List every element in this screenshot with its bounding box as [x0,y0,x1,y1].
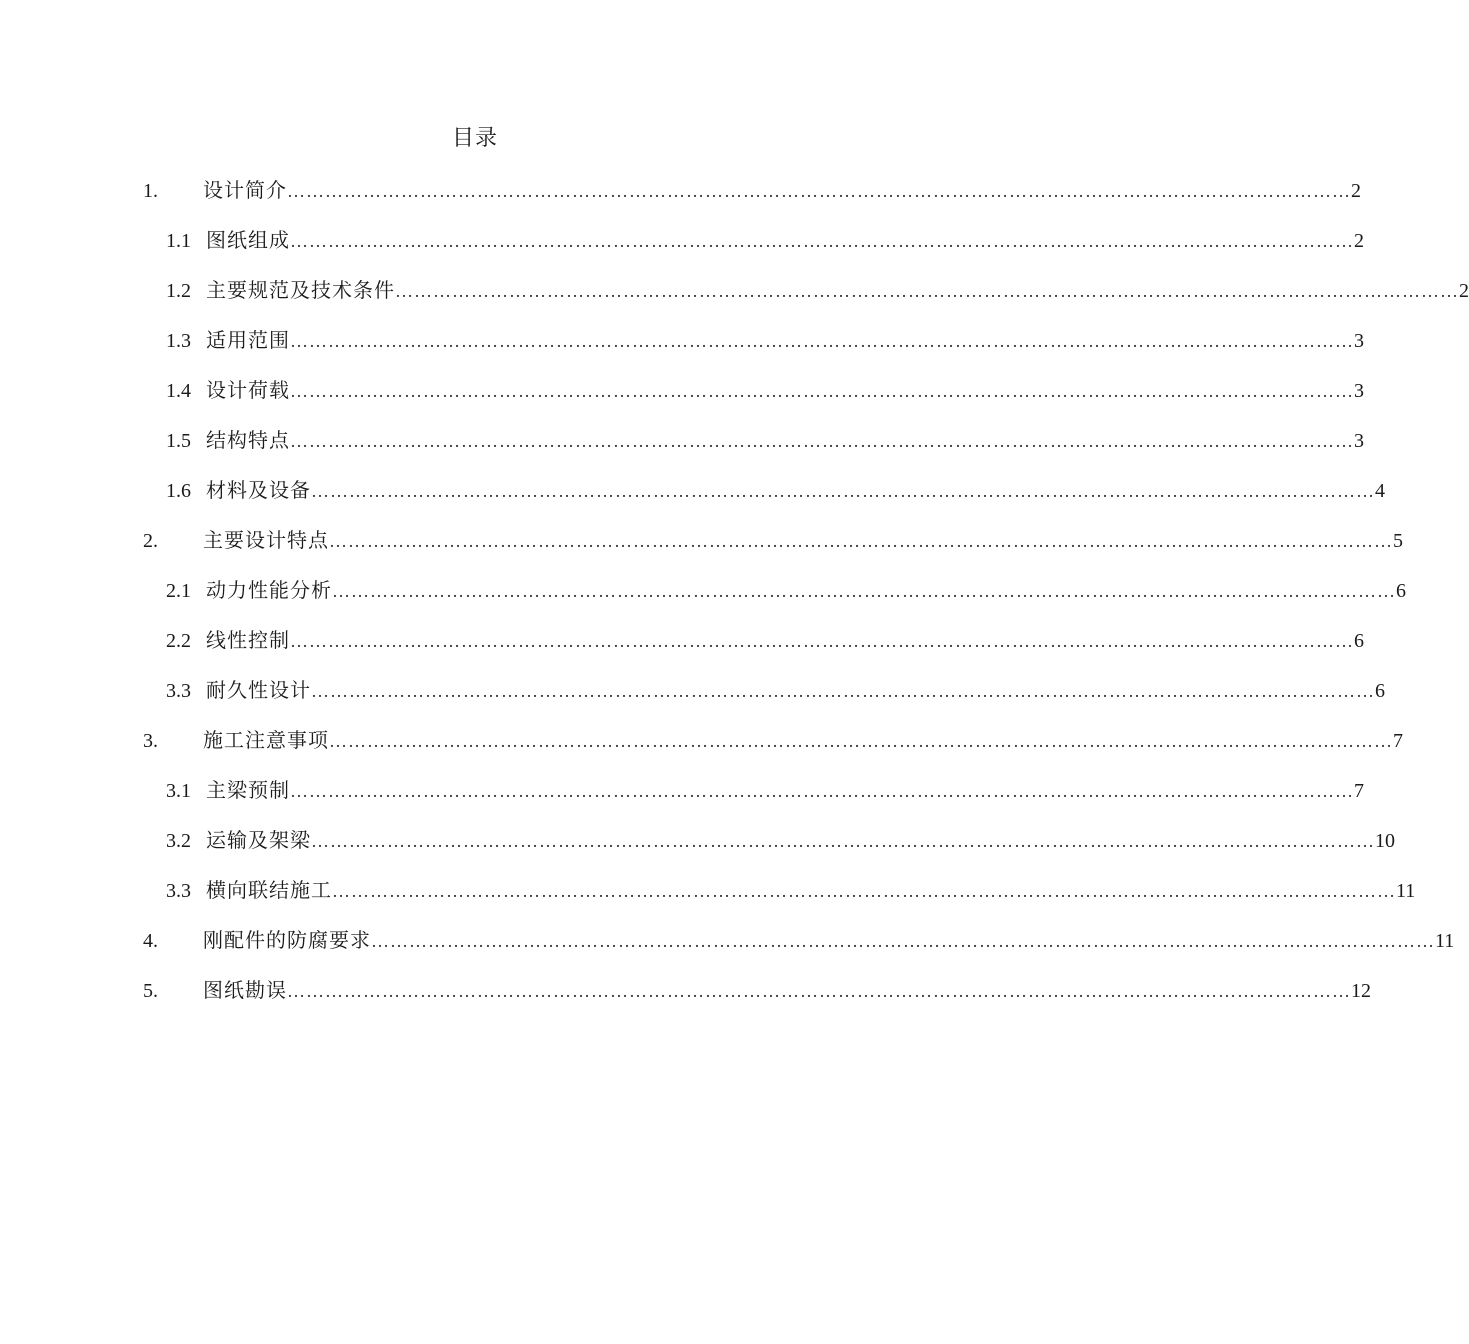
toc-entry-number: 3. [143,730,158,752]
page-title: 目录 [451,126,498,151]
toc-dot-leader: …………………………………………………………………………………………………………………………………………………… [290,381,1354,401]
toc-entry-title: 耐久性设计 [206,678,311,702]
toc-entry-number: 1.5 [166,430,191,452]
toc-entry-page: 6 [1396,580,1406,602]
toc-dot-leader: …………………………………………………………………………………………………………………………………………………… [329,531,1393,551]
toc-entry[interactable] [166,224,1364,256]
toc-entry[interactable] [166,674,1385,706]
toc-entry-title: 设计荷载 [206,378,290,402]
toc-entry-title: 图纸勘误 [203,978,287,1002]
toc-dot-leader: …………………………………………………………………………………………………………………………………………………… [329,731,1393,751]
toc-entry[interactable] [166,574,1406,606]
toc-dot-leader: …………………………………………………………………………………………………………………………………………………… [290,231,1354,251]
toc-entry-page: 7 [1393,730,1403,752]
toc-entry-title: 结构特点 [206,428,290,452]
toc-entry-title: 图纸组成 [206,228,290,252]
toc-entry-number: 2.2 [166,630,191,652]
toc-entry[interactable] [166,324,1364,356]
toc-entry-page: 10 [1375,830,1395,852]
toc-dot-leader: …………………………………………………………………………………………………………………………………………………… [371,931,1435,951]
toc-entry-page: 2 [1459,280,1469,302]
toc-entry-page: 11 [1396,880,1416,902]
toc-entry-number: 2. [143,530,158,552]
toc-entry-number: 1.6 [166,480,191,502]
toc-entry-page: 3 [1354,330,1364,352]
toc-entry-page: 12 [1351,980,1371,1002]
toc-entry[interactable] [166,474,1385,506]
toc-entry-title: 施工注意事项 [203,728,329,752]
toc-entry-number: 3.2 [166,830,191,852]
toc-entry-page: 6 [1375,680,1385,702]
toc-dot-leader: …………………………………………………………………………………………………………………………………………………… [311,681,1375,701]
toc-dot-leader: …………………………………………………………………………………………………………………………………………………… [290,631,1354,651]
toc-entry[interactable] [143,174,1361,206]
toc-entry-title: 设计简介 [203,178,287,202]
toc-entry-title: 动力性能分析 [206,578,332,602]
toc-entry[interactable] [166,624,1364,656]
toc-entry-number: 3.3 [166,880,191,902]
toc-dot-leader: …………………………………………………………………………………………………………………………………………………… [290,431,1354,451]
toc-entry-number: 1.4 [166,380,191,402]
toc-entry[interactable] [166,874,1416,906]
toc-entry-title: 主梁预制 [206,778,290,802]
toc-entry-title: 刚配件的防腐要求 [203,928,371,952]
toc-entry-page: 3 [1354,380,1364,402]
toc-entry-number: 5. [143,980,158,1002]
toc-entry[interactable] [143,724,1403,756]
toc-entry-title: 线性控制 [206,628,290,652]
toc-entry-title: 材料及设备 [206,478,311,502]
toc-entry-number: 4. [143,930,158,952]
toc-dot-leader: …………………………………………………………………………………………………………………………………………………… [290,331,1354,351]
toc-entry-number: 1. [143,180,158,202]
toc-entry-title: 运输及架梁 [206,828,311,852]
toc-entry[interactable] [143,924,1455,956]
toc-entry-number: 1.2 [166,280,191,302]
toc-entry-number: 1.3 [166,330,191,352]
toc-entry[interactable] [166,824,1395,856]
toc-entry-title: 横向联结施工 [206,878,332,902]
toc-entry-title: 适用范围 [206,328,290,352]
toc-dot-leader: …………………………………………………………………………………………………………………………………………………… [287,981,1351,1001]
toc-dot-leader: …………………………………………………………………………………………………………………………………………………… [311,481,1375,501]
toc-entry[interactable] [166,424,1364,456]
toc-dot-leader: …………………………………………………………………………………………………………………………………………………… [332,581,1396,601]
toc-entry-title: 主要设计特点 [203,528,329,552]
toc-entry-title: 主要规范及技术条件 [206,278,395,302]
toc-entry-page: 2 [1354,230,1364,252]
toc-entry[interactable] [166,274,1469,306]
toc-entry-page: 5 [1393,530,1403,552]
toc-entry[interactable] [143,974,1371,1006]
toc-entry[interactable] [166,774,1364,806]
toc-entry[interactable] [166,374,1364,406]
toc-entry-number: 3.3 [166,680,191,702]
toc-entry-page: 3 [1354,430,1364,452]
toc-entry[interactable] [143,524,1403,556]
toc-dot-leader: …………………………………………………………………………………………………………………………………………………… [332,881,1396,901]
toc-dot-leader: …………………………………………………………………………………………………………………………………………………… [287,181,1351,201]
toc-dot-leader: …………………………………………………………………………………………………………………………………………………… [311,831,1375,851]
toc-entry-number: 1.1 [166,230,191,252]
toc-entry-page: 7 [1354,780,1364,802]
toc-entry-page: 4 [1375,480,1385,502]
toc-entry-page: 11 [1435,930,1455,952]
toc-entry-number: 3.1 [166,780,191,802]
toc-dot-leader: …………………………………………………………………………………………………………………………………………………… [395,281,1459,301]
toc-dot-leader: …………………………………………………………………………………………………………………………………………………… [290,781,1354,801]
toc-entry-number: 2.1 [166,580,191,602]
toc-entry-page: 6 [1354,630,1364,652]
toc-entry-page: 2 [1351,180,1361,202]
